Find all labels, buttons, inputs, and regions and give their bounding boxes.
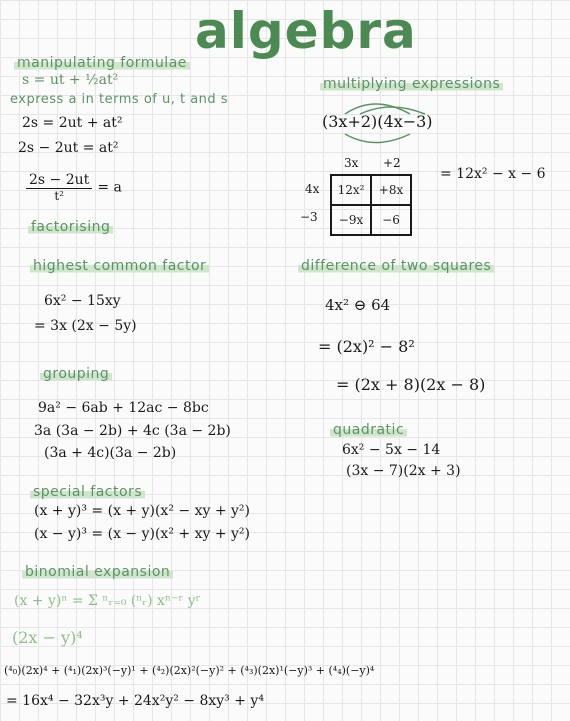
special-line-1: (x + y)³ = (x + y)(x² − xy + y²): [34, 503, 250, 519]
difference-of-two-squares-heading: difference of two squares: [298, 258, 494, 274]
col-header-2: +2: [383, 156, 401, 170]
instruction-text: express a in terms of u, t and s: [10, 92, 229, 107]
binomial-expansion-heading: binomial expansion: [22, 564, 173, 580]
dots-line-3: = (2x + 8)(2x − 8): [336, 375, 486, 394]
grid-cell: 12x²: [331, 175, 371, 205]
fraction-numerator: 2s − 2ut: [26, 172, 92, 189]
arrow-3: [345, 134, 410, 143]
quadratic-line-2: (3x − 7)(2x + 3): [346, 463, 461, 479]
manip-step-1: 2s = 2ut + at²: [22, 115, 123, 131]
multiplying-expressions-heading: multiplying expressions: [320, 76, 503, 92]
grouping-heading: grouping: [40, 366, 112, 382]
hcf-heading: highest common factor: [30, 258, 209, 274]
hcf-line-2: = 3x (2x − 5y): [34, 318, 137, 334]
page-title: algebra: [195, 2, 417, 60]
multiply-grid: [330, 174, 412, 236]
fraction-equals: = a: [97, 179, 122, 196]
special-factors-heading: special factors: [30, 484, 145, 500]
dots-line-2: = (2x)² − 8²: [318, 337, 415, 356]
quadratic-line-1: 6x² − 5x − 14: [342, 442, 441, 458]
grouping-line-3: (3a + 4c)(3a − 2b): [44, 445, 177, 461]
manip-step-2: 2s − 2ut = at²: [18, 140, 119, 156]
special-line-2: (x − y)³ = (x − y)(x² + xy + y²): [34, 526, 250, 542]
binomial-formula: (x + y)ⁿ = Σ ⁿᵣ₌₀ (ⁿᵣ) xⁿ⁻ʳ yʳ: [14, 593, 201, 609]
row-header-1: 4x: [305, 182, 320, 196]
multiply-expression: (3x+2)(4x−3): [322, 112, 433, 131]
row-header-2: −3: [300, 210, 318, 224]
col-header-1: 3x: [344, 156, 359, 170]
grid-cell: −6: [371, 205, 411, 235]
manipulating-formulae-heading: manipulating formulae: [14, 55, 190, 71]
multiply-arrows: [330, 96, 430, 146]
fraction-denominator: t²: [54, 189, 64, 203]
grid-cell: −9x: [331, 205, 371, 235]
arrow-2: [360, 107, 425, 114]
multiply-result: = 12x² − x − 6: [440, 166, 546, 182]
fraction-result: [26, 172, 122, 203]
hcf-line-1: 6x² − 15xy: [44, 293, 121, 309]
binomial-result: = 16x⁴ − 32x³y + 24x²y² − 8xy³ + y⁴: [6, 693, 264, 709]
fraction: [26, 172, 92, 203]
dots-line-1: 4x² ⊖ 64: [325, 296, 391, 314]
binomial-example: (2x − y)⁴: [12, 628, 83, 647]
suvat-formula: s = ut + ½at²: [22, 72, 119, 88]
grouping-line-2: 3a (3a − 2b) + 4c (3a − 2b): [34, 423, 231, 439]
quadratic-heading: quadratic: [330, 422, 407, 438]
binomial-expansion-line: (⁴₀)(2x)⁴ + (⁴₁)(2x)³(−y)¹ + (⁴₂)(2x)²(−y)² + (⁴₃)(2x)¹(−y)³ + (⁴₄)(−y)⁴: [4, 664, 375, 677]
grid-cell: +8x: [371, 175, 411, 205]
factorising-heading: factorising: [28, 219, 113, 235]
grouping-line-1: 9a² − 6ab + 12ac − 8bc: [38, 400, 209, 416]
